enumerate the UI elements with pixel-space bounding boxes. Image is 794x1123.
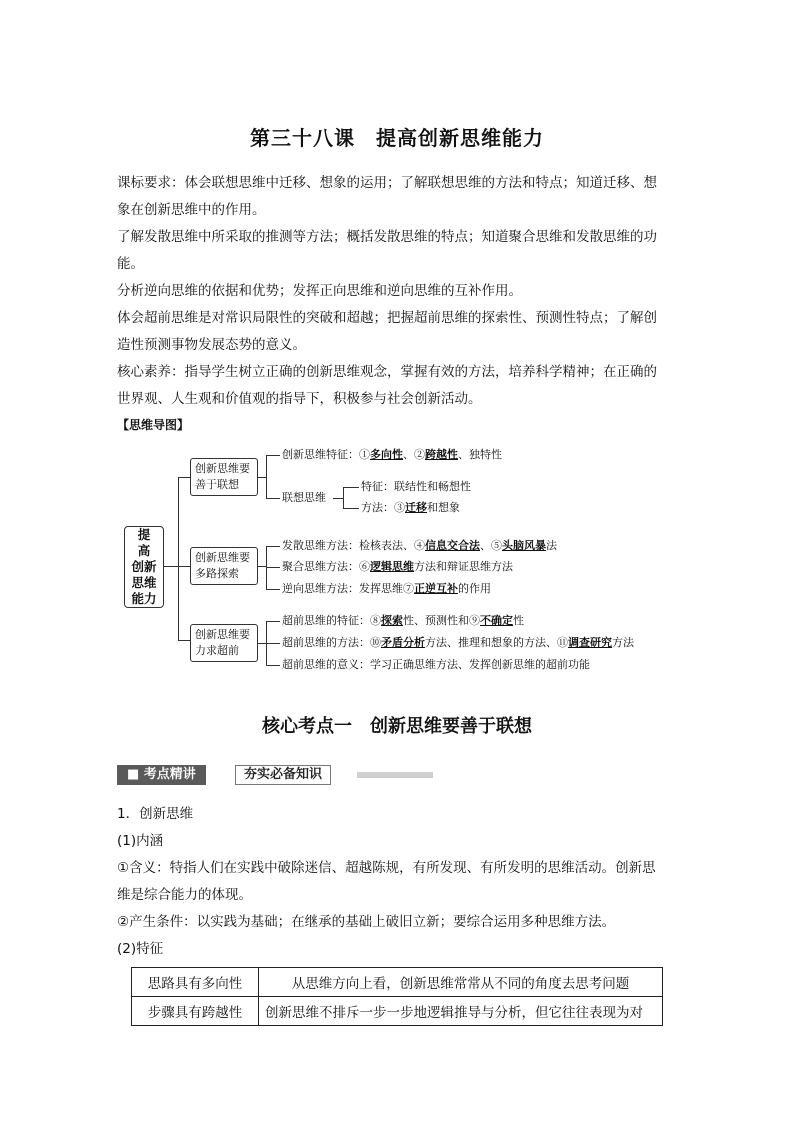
connector bbox=[164, 566, 178, 567]
mindmap-root: 提 高 创新 思维 能力 bbox=[124, 526, 164, 608]
advanced-features: 超前思维的特征：⑧探索性、预测性和⑨不确定性 bbox=[282, 614, 524, 627]
connector bbox=[333, 498, 343, 499]
connector bbox=[258, 477, 266, 478]
table-row bbox=[132, 968, 663, 997]
divergent-methods: 发散思维方法：检核表法、④信息交合法、⑤头脑风暴法 bbox=[282, 539, 557, 552]
branch-box-association: 创新思维要 善于联想 bbox=[190, 458, 258, 496]
connector bbox=[178, 477, 179, 640]
body-line: 1．创新思维 bbox=[117, 806, 194, 822]
intro-line: 体会超前思维是对常识局限性的突破和超越；把握超前思维的探索性、预测性特点；了解创 bbox=[117, 310, 657, 326]
association-features: 特征：联结性和畅想性 bbox=[361, 480, 471, 493]
body-line: (1)内涵 bbox=[117, 833, 164, 849]
intro-line: 分析逆向思维的依据和优势；发挥正向思维和逆向思维的互补作用。 bbox=[117, 283, 522, 299]
table-cell-key: 步骤具有跨越性 bbox=[132, 997, 259, 1026]
association-methods: 方法：③迁移和想象 bbox=[361, 501, 460, 514]
connector bbox=[178, 477, 190, 478]
body-line: ①含义：特指人们在实践中破除迷信、超越陈规，有所发现、有所发明的思维活动。创新思 bbox=[117, 860, 656, 876]
intro-line: 课标要求：体会联想思维中迁移、想象的运用；了解联想思维的方法和特点；知道迁移、想 bbox=[117, 175, 657, 191]
body-line: 维是综合能力的体现。 bbox=[117, 887, 252, 903]
table-cell-key: 思路具有多向性 bbox=[132, 968, 259, 997]
connector bbox=[266, 621, 280, 622]
intro-line: 造性预测事物发展态势的意义。 bbox=[117, 337, 306, 353]
connector bbox=[343, 487, 344, 508]
body-line: (2)特征 bbox=[117, 941, 164, 957]
mindmap-label: 【思维导图】 bbox=[117, 418, 190, 432]
connector bbox=[266, 589, 280, 590]
connector bbox=[266, 643, 280, 644]
page-title: 第三十八课 提高创新思维能力 bbox=[250, 126, 544, 150]
convergent-methods: 聚合思维方法：⑥逻辑思维方法和辩证思维方法 bbox=[282, 560, 513, 573]
branch-box-advanced: 创新思维要 力求超前 bbox=[190, 624, 258, 662]
section-banner bbox=[117, 763, 433, 787]
features-table bbox=[131, 967, 663, 1026]
body-line: ②产生条件：以实践为基础；在继承的基础上破旧立新；要综合运用多种思维方法。 bbox=[117, 914, 616, 930]
reverse-methods: 逆向思维方法：发挥思维⑦正逆互补的作用 bbox=[282, 582, 491, 595]
connector bbox=[266, 567, 280, 568]
intro-line: 能。 bbox=[117, 256, 144, 272]
banner-tag: ■ 考点精讲 bbox=[117, 765, 206, 785]
table-cell-value: 创新思维不排斥一步一步地逻辑推导与分析，但它往往表现为对 bbox=[259, 997, 663, 1026]
advanced-significance: 超前思维的意义：学习正确思维方法、发挥创新思维的超前功能 bbox=[282, 658, 590, 671]
connector bbox=[266, 498, 280, 499]
connector bbox=[258, 643, 266, 644]
intro-line: 世界观、人生观和价值观的指导下，积极参与社会创新活动。 bbox=[117, 391, 482, 407]
table-row bbox=[132, 997, 663, 1026]
intro-line: 核心素养：指导学生树立正确的创新思维观念，掌握有效的方法，培养科学精神；在正确的 bbox=[117, 364, 657, 380]
table-cell-value: 从思维方向上看，创新思维常常从不同的角度去思考问题 bbox=[259, 968, 663, 997]
connector bbox=[178, 640, 190, 641]
branch-box-multipath: 创新思维要 多路探索 bbox=[190, 547, 258, 585]
connector bbox=[258, 566, 266, 567]
connector bbox=[266, 665, 280, 666]
connector bbox=[266, 546, 280, 547]
creative-thinking-features: 创新思维特征：①多向性、②跨越性、独特性 bbox=[282, 448, 502, 461]
banner-bar bbox=[357, 772, 433, 778]
section-title: 核心考点一 创新思维要善于联想 bbox=[262, 716, 532, 737]
banner-subtitle: 夯实必备知识 bbox=[235, 765, 331, 785]
connector bbox=[266, 455, 280, 456]
intro-line: 了解发散思维中所采取的推测等方法；概括发散思维的特点；知道聚合思维和发散思维的功 bbox=[117, 229, 657, 245]
connector bbox=[178, 566, 190, 567]
connector bbox=[343, 487, 359, 488]
intro-text bbox=[117, 170, 679, 413]
association-thinking: 联想思维 bbox=[282, 491, 326, 504]
intro-line: 象在创新思维中的作用。 bbox=[117, 202, 266, 218]
body-text bbox=[117, 801, 679, 963]
connector bbox=[343, 508, 359, 509]
advanced-methods: 超前思维的方法：⑩矛盾分析方法、推理和想象的方法、⑪调查研究方法 bbox=[282, 636, 634, 649]
connector bbox=[266, 455, 267, 499]
